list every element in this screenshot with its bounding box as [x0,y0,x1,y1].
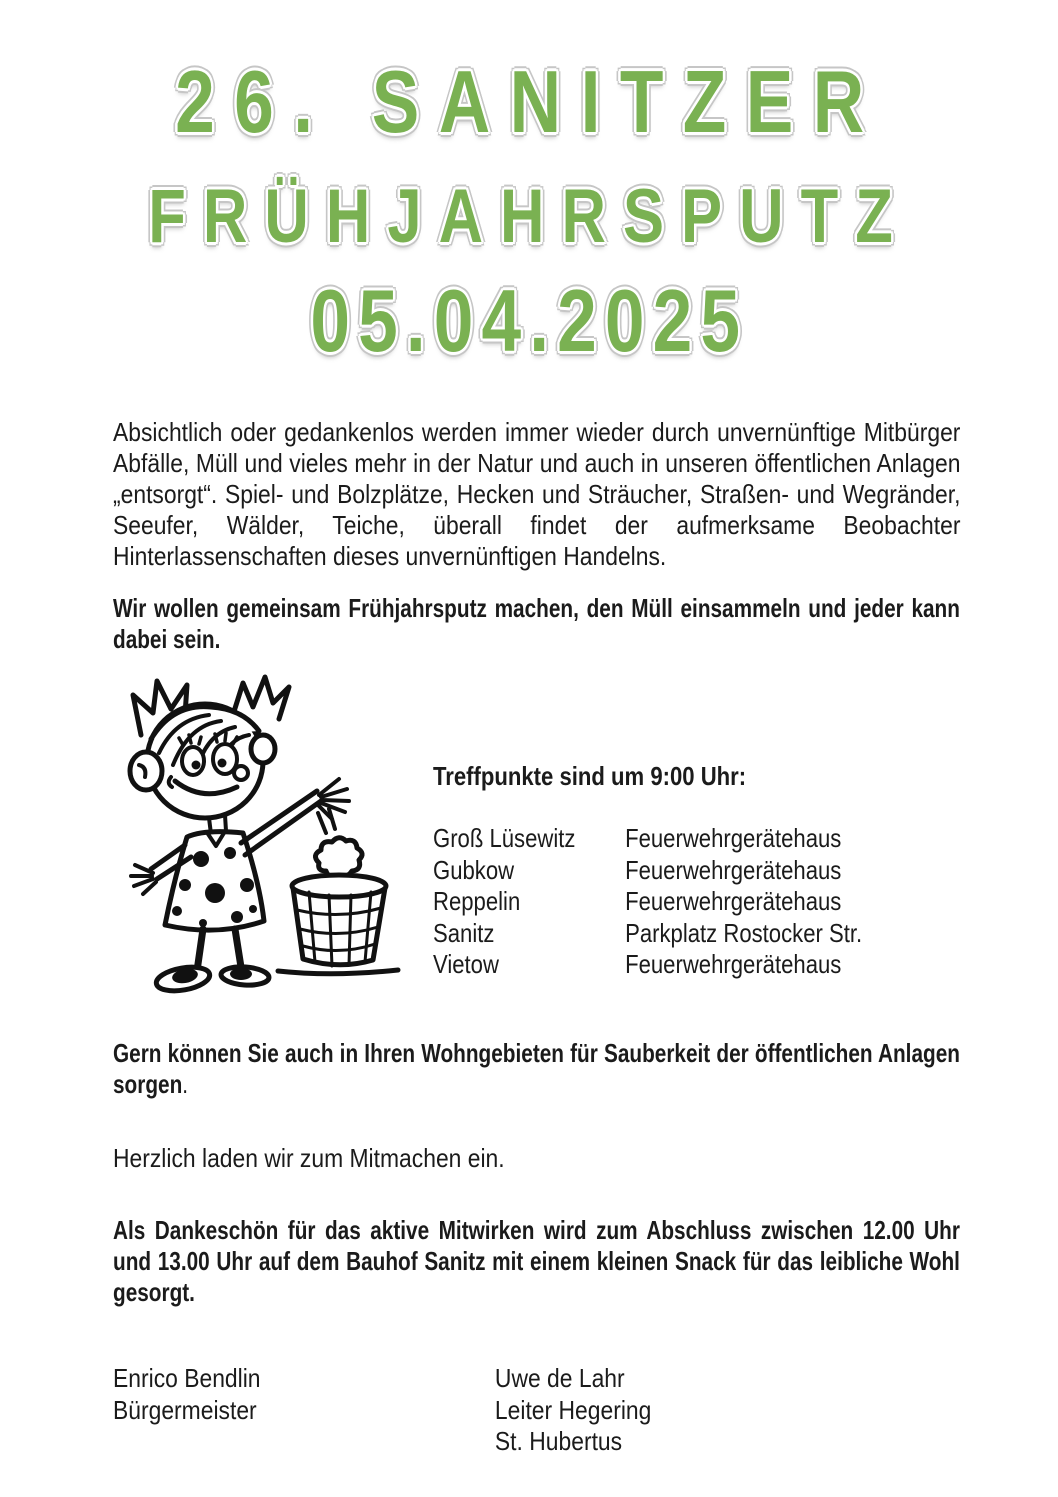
meeting-place: Reppelin [433,886,521,916]
meeting-venue: Feuerwehrgerätehaus [625,823,842,853]
meeting-venue: Parkplatz Rostocker Str. [625,917,863,948]
meeting-place: Sanitz [433,917,495,948]
neighborhood-period: . [182,1069,189,1099]
title-date-text: 05.04.2025 [310,271,748,370]
girl-trash-svg [113,673,433,1003]
neighborhood-bold-text: Gern können Sie auch in Ihren Wohngebieten für Sauberkeit der öffentlichen Anlagen sorgen [113,1038,960,1099]
meeting-row [433,918,964,950]
meeting-venue: Feuerwehrgerätehaus [625,886,842,916]
snack-paragraph: Als Dankeschön für das aktive Mitwirken wird zum Abschluss zwischen 12.00 Uhr und 13.00 Uhr auf dem Bauhof Sanitz mit einem kleinen Snack für das leibliche Wohl gesorgt. [113,1215,960,1307]
meeting-row [433,886,964,918]
meeting-venue: Feuerwehrgerätehaus [625,854,842,885]
signature-left-name: Enrico Bendlin [113,1363,261,1393]
signatures [113,1363,960,1458]
intro-paragraph: Absichtlich oder gedankenlos werden immer wieder durch unvernünftige Mitbürger Abfälle, Müll und vieles mehr in der Natur und auch in unseren öffentlichen Anlagen „entsorgt“. Spiel- und Bolzplätze, Hecken und Sträucher, Straßen- und Wegränder, Seeufer, Wälder, Teiche, überall findet der aufmerksame Beobachter Hinterlassenschaften dieses unvernünftigen Handelns. [113,417,961,571]
callout-paragraph: Wir wollen gemeinsam Frühjahrsputz machen, den Müll einsammeln und jeder kann dabei sein. [113,593,960,654]
meeting-heading: Treffpunkte sind um 9:00 Uhr: [433,761,747,791]
signature-left-role: Bürgermeister [113,1394,257,1425]
title-line-1-text: 26. SANITZER [174,52,884,151]
meeting-row [433,855,964,887]
neighborhood-paragraph [113,1038,960,1100]
meeting-row [433,823,964,855]
title-date [0,271,1058,370]
meeting-place: Gubkow [433,854,515,885]
title-line-1 [0,52,1058,151]
invitation-paragraph: Herzlich laden wir zum Mitmachen ein. [113,1143,505,1173]
flyer-title [0,0,1058,370]
meeting-points-section [433,673,1058,1003]
signature-left [113,1363,495,1458]
meeting-row [433,949,964,981]
signature-right [495,1363,651,1458]
girl-throwing-trash-illustration [113,673,433,1003]
meeting-place: Vietow [433,949,499,979]
flyer-content [0,417,1058,1458]
signature-right-name: Uwe de Lahr [494,1363,625,1393]
signature-right-role-2: St. Hubertus [494,1426,623,1456]
signature-right-role-1: Leiter Hegering [494,1394,652,1425]
meeting-place: Groß Lüsewitz [433,823,576,853]
title-line-2 [0,174,1058,259]
meeting-venue: Feuerwehrgerätehaus [625,949,842,979]
meeting-points-table [433,823,964,981]
title-line-2-text: FRÜHJAHRSPUTZ [148,174,910,259]
media-row [113,673,960,1003]
